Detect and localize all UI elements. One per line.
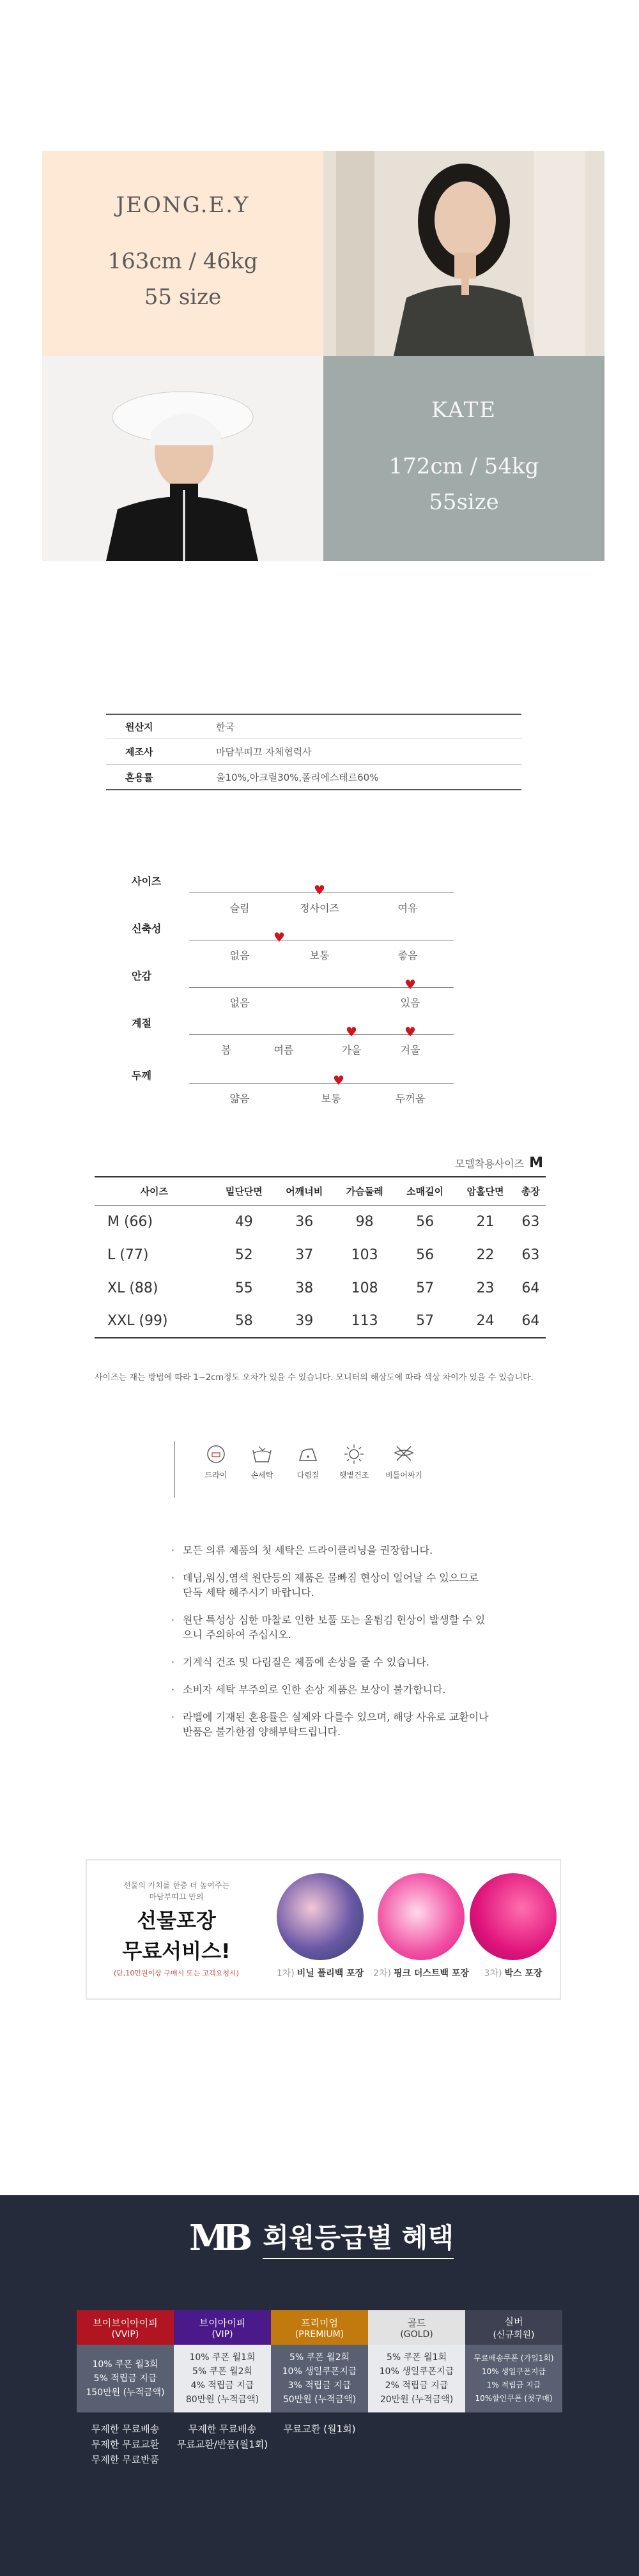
benefit: 10% 생일쿠폰지급 <box>379 2366 454 2377</box>
grade-header <box>368 2310 465 2345</box>
benefit: 4% 적립금 지급 <box>190 2380 254 2391</box>
benefit: 5% 적립금 지급 <box>93 2373 157 2384</box>
brand-logo: MB <box>189 2217 247 2259</box>
heart-marker-icon: ♥ <box>346 1024 357 1039</box>
care-notes <box>171 1543 491 1752</box>
grade-premium <box>271 2310 368 2502</box>
table-cell: 57 <box>416 1313 435 1329</box>
grade-extras <box>465 2412 562 2502</box>
table-row <box>95 1238 546 1271</box>
column-header: 어깨너비 <box>274 1177 334 1205</box>
benefit: 2% 적립금 지급 <box>385 2380 449 2391</box>
benefit: 150만원 (누적금액) <box>86 2388 165 2398</box>
model-1-measurements: 163cm / 46kg <box>107 248 258 274</box>
model-size-value: M <box>529 1155 543 1171</box>
grade-header <box>271 2310 368 2345</box>
table-cell: 58 <box>235 1313 253 1329</box>
table-row <box>95 1205 546 1238</box>
scale-option: 얇음 <box>229 1092 250 1105</box>
grade-table <box>77 2310 562 2502</box>
size-table <box>95 1176 546 1338</box>
grade-benefits <box>174 2345 271 2412</box>
benefit: 5% 쿠폰 월2회 <box>289 2352 350 2363</box>
heart-marker-icon: ♥ <box>404 977 416 992</box>
size-note: 사이즈는 재는 방법에 따라 1~2cm정도 오차가 있을 수 있습니다. 모니터의 해상도에 따라 색상 차이가 있을 수 있습니다. <box>95 1373 534 1383</box>
scale-option: 정사이즈 <box>300 902 339 914</box>
info-row-maker <box>106 739 521 765</box>
care-label: 다림질 <box>296 1471 320 1480</box>
scale-option: 보통 <box>309 949 330 962</box>
scale-option: 없음 <box>229 949 250 962</box>
model-2-photo <box>42 356 323 561</box>
benefit: 10%할인쿠폰 (첫구매) <box>475 2394 553 2403</box>
grade-name: 프리미엄 <box>301 2317 338 2329</box>
grade-extras <box>174 2412 271 2502</box>
table-cell: 63 <box>521 1213 540 1230</box>
gift-wrap-banner <box>86 1859 561 2000</box>
scale-track <box>189 1083 454 1084</box>
scale-option: 가을 <box>341 1044 362 1056</box>
benefit: 50만원 (누적금액) <box>282 2395 357 2405</box>
table-cell: XXL (99) <box>107 1313 168 1329</box>
care-note: · 원단 특성상 심한 마찰로 인한 보풀 또는 올튐김 현상이 발생할 수 있으니 주의하여 주십시오. <box>171 1613 491 1642</box>
scale-option: 겨울 <box>400 1044 420 1056</box>
care-item <box>239 1441 285 1480</box>
grade-extras <box>368 2412 465 2502</box>
table-cell: 38 <box>295 1280 314 1296</box>
benefit: 5% 쿠폰 월1회 <box>386 2352 447 2363</box>
box-image <box>470 1873 557 1960</box>
gift-option-text: 비닐 폴리백 포장 <box>296 1968 364 1979</box>
info-value: 울10%,아크릴30%,폴리에스테르60% <box>216 771 379 783</box>
table-cell: 57 <box>416 1280 435 1296</box>
model-section <box>42 151 604 561</box>
grade-name: 브이브이아이피 <box>93 2317 158 2329</box>
table-cell: 103 <box>351 1246 378 1263</box>
sun-dry-icon <box>331 1441 377 1467</box>
grade-extras <box>77 2412 174 2502</box>
table-cell: 98 <box>355 1213 374 1230</box>
care-item <box>285 1441 331 1480</box>
dry-clean-icon <box>193 1441 239 1467</box>
scale-option: 있음 <box>400 997 420 1009</box>
gift-text <box>100 1880 253 1978</box>
grade-sub: (VVIP) <box>111 2329 139 2340</box>
product-info-table <box>106 714 521 790</box>
benefit: 10% 생일쿠폰지급 <box>282 2366 357 2377</box>
grade-sub: (신규회원) <box>493 2329 535 2340</box>
care-item <box>377 1441 431 1480</box>
extra: 무제한 무료배송 <box>91 2423 160 2435</box>
grade-name: 골드 <box>407 2317 426 2329</box>
care-note: · 라벨에 기재된 혼용률은 실제와 다를수 있으며, 해당 사유로 교환이나 반품은 불가한점 양해부탁드립니다. <box>171 1710 491 1739</box>
care-note: · 소비자 세탁 부주의로 인한 손상 제품은 보상이 불가합니다. <box>171 1682 491 1697</box>
heart-marker-icon: ♥ <box>333 1073 344 1088</box>
table-cell: 55 <box>235 1280 253 1296</box>
scale-option: 없음 <box>229 997 250 1009</box>
table-cell: 64 <box>521 1313 540 1329</box>
table-cell: XL (88) <box>107 1280 158 1296</box>
extra: 무제한 무료반품 <box>91 2454 160 2465</box>
scale-option: 보통 <box>321 1092 341 1105</box>
scale-option: 좋음 <box>397 949 418 962</box>
dust-bag-image <box>378 1873 465 1960</box>
gift-option-3 <box>465 1873 561 1979</box>
column-header: 소매길이 <box>395 1177 455 1205</box>
table-cell: 21 <box>476 1213 495 1230</box>
table-cell: 63 <box>521 1246 540 1263</box>
grade-benefits <box>368 2345 465 2412</box>
gift-tagline-2: 마담부띠끄 만의 <box>149 1892 204 1901</box>
info-row-material <box>106 765 521 790</box>
grade-vip <box>174 2310 271 2502</box>
care-item <box>193 1441 239 1480</box>
table-cell: 64 <box>521 1280 540 1296</box>
model-2-size: 55size <box>429 489 499 515</box>
care-item <box>331 1441 377 1480</box>
table-cell: 49 <box>235 1213 253 1230</box>
gift-option-1 <box>272 1873 368 1979</box>
gift-title: 선물포장 <box>137 1908 216 1933</box>
model-2-info <box>323 356 604 561</box>
table-cell: 22 <box>476 1246 495 1263</box>
gift-option-number: 2차) <box>373 1968 391 1979</box>
column-header: 총장 <box>516 1177 546 1205</box>
table-cell: 39 <box>295 1313 314 1329</box>
info-row-origin <box>106 714 521 739</box>
gift-option-number: 3차) <box>484 1968 502 1979</box>
membership-title: 회원등급별 혜택 <box>263 2217 454 2259</box>
extra: 무료교환 (월1회) <box>283 2423 356 2435</box>
extra: 무제한 무료교환 <box>91 2439 160 2450</box>
scale-size <box>128 873 473 921</box>
care-note: · 기계식 건조 및 다림질은 제품에 손상을 줄 수 있습니다. <box>171 1655 491 1669</box>
column-header: 사이즈 <box>95 1177 214 1205</box>
table-cell: 24 <box>476 1313 495 1329</box>
table-cell: 56 <box>416 1213 435 1230</box>
grade-name: 브이아이피 <box>199 2317 246 2329</box>
model-1-info <box>42 151 323 356</box>
no-wring-icon <box>377 1441 431 1467</box>
model-size-caption <box>95 1155 546 1171</box>
grade-header <box>77 2310 174 2345</box>
grade-sub: (PREMIUM) <box>295 2329 344 2340</box>
poly-bag-image <box>277 1873 364 1960</box>
heart-marker-icon: ♥ <box>273 930 285 945</box>
benefit: 80만원 (누적금액) <box>185 2395 259 2405</box>
scale-option: 여름 <box>273 1044 294 1056</box>
grade-header <box>174 2310 271 2345</box>
column-header: 가슴둘레 <box>334 1177 394 1205</box>
care-label: 손세탁 <box>250 1471 273 1480</box>
table-cell: M (66) <box>107 1213 153 1230</box>
table-cell: 56 <box>416 1246 435 1263</box>
model-1-name: JEONG.E.Y <box>116 192 250 218</box>
care-label: 비틀어짜기 <box>385 1471 422 1480</box>
scale-option: 봄 <box>221 1044 231 1056</box>
grade-silver <box>465 2310 562 2502</box>
info-label: 원산지 <box>125 721 153 733</box>
benefit: 5% 쿠폰 월2회 <box>192 2366 253 2377</box>
table-cell: 108 <box>351 1280 378 1296</box>
info-label: 제조사 <box>125 746 153 758</box>
benefit: 무료배송쿠폰 (가입1회) <box>473 2354 554 2363</box>
model-2-name: KATE <box>431 397 497 423</box>
care-note: · 데님,워싱,염색 원단등의 제품은 물빠짐 현상이 일어날 수 있으므로 단독 세탁 해주시기 바랍니다. <box>171 1570 491 1600</box>
table-cell: 37 <box>295 1246 314 1263</box>
membership-section <box>0 2195 639 2576</box>
gift-option-text: 박스 포장 <box>504 1968 543 1979</box>
table-row <box>95 1305 546 1338</box>
table-cell: 23 <box>476 1280 495 1296</box>
info-value: 한국 <box>216 721 235 733</box>
grade-gold <box>368 2310 465 2502</box>
scale-option: 두꺼움 <box>395 1092 426 1105</box>
care-icons <box>174 1441 449 1498</box>
scale-label: 두께 <box>132 1070 151 1082</box>
gift-title-2: 무료서비스! <box>122 1939 231 1963</box>
heart-marker-icon: ♥ <box>314 882 325 898</box>
grade-name: 실버 <box>504 2315 523 2327</box>
table-row <box>95 1271 546 1305</box>
table-cell: L (77) <box>107 1246 149 1263</box>
scale-stretch <box>128 921 473 968</box>
heart-marker-icon: ♥ <box>404 1024 416 1039</box>
attribute-scales <box>128 873 473 1105</box>
table-cell: 52 <box>235 1246 253 1263</box>
iron-icon <box>285 1441 331 1467</box>
gift-option-number: 1차) <box>276 1968 295 1979</box>
gift-option-label <box>373 1966 469 1979</box>
benefit: 20만원 (누적금액) <box>380 2395 454 2405</box>
scale-option: 여유 <box>397 902 418 914</box>
gift-option-label <box>465 1966 561 1979</box>
grade-sub: (VIP) <box>212 2329 233 2340</box>
grade-benefits <box>271 2345 368 2412</box>
gift-option-2 <box>373 1873 469 1979</box>
scale-thickness <box>128 1042 473 1105</box>
grade-benefits <box>465 2345 562 2412</box>
table-cell: 36 <box>295 1213 314 1230</box>
info-label: 혼용률 <box>125 771 153 783</box>
grade-extras <box>271 2412 368 2502</box>
model-2-measurements: 172cm / 54kg <box>389 453 539 479</box>
scale-label: 계절 <box>132 1017 151 1029</box>
model-1-size: 55 size <box>144 284 222 310</box>
extra: 무료교환/반품(월1회) <box>176 2439 268 2450</box>
benefit: 10% 쿠폰 월1회 <box>189 2352 256 2363</box>
gift-option-label <box>272 1966 368 1979</box>
benefit: 1% 적립금 지급 <box>486 2380 541 2389</box>
extra: 무제한 무료배송 <box>188 2423 257 2435</box>
benefit: 3% 적립금 지급 <box>288 2380 351 2391</box>
benefit: 10% 생일쿠폰지급 <box>481 2367 546 2376</box>
scale-label: 신축성 <box>132 923 162 935</box>
model-1-photo <box>323 151 604 356</box>
scale-label: 안감 <box>132 970 151 982</box>
column-header: 암홀단면 <box>455 1177 515 1205</box>
grade-header <box>465 2310 562 2345</box>
grade-vvip <box>77 2310 174 2502</box>
model-size-label: 모델착용사이즈 <box>454 1158 525 1170</box>
care-label: 드라이 <box>204 1471 227 1480</box>
table-cell: 113 <box>351 1313 378 1329</box>
benefit: 10% 쿠폰 월3회 <box>92 2359 158 2370</box>
grade-benefits <box>77 2345 174 2412</box>
gift-option-text: 핑크 더스트백 포장 <box>393 1968 469 1979</box>
size-table-section <box>95 1155 546 1338</box>
info-value: 마담부띠끄 자체협력사 <box>216 746 312 758</box>
scale-label: 사이즈 <box>132 875 162 887</box>
size-table-header <box>95 1177 546 1205</box>
care-note: · 모든 의류 제품의 첫 세탁은 드라이클리닝을 권장합니다. <box>171 1543 491 1558</box>
gift-condition: (단,10만원이상 구매시 또는 고객요청시) <box>114 1969 239 1977</box>
scale-option: 슬림 <box>229 902 250 914</box>
column-header: 밑단단면 <box>214 1177 274 1205</box>
gift-tagline: 선물의 가치를 한층 더 높여주는 <box>123 1881 229 1890</box>
hand-wash-icon <box>239 1441 285 1467</box>
scale-lining <box>128 968 473 1015</box>
care-label: 햇볕건조 <box>339 1471 369 1480</box>
membership-header <box>189 2217 454 2259</box>
grade-sub: (GOLD) <box>400 2329 433 2340</box>
